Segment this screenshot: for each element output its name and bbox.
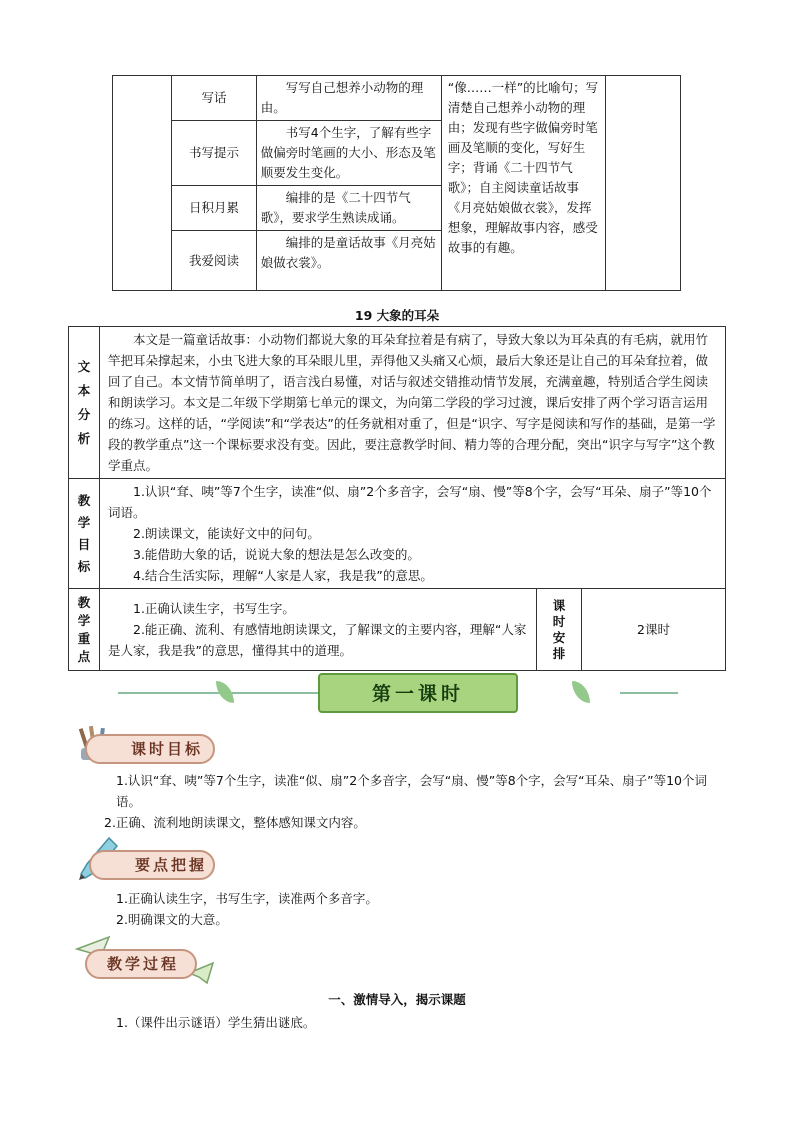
analysis-label: 文本分析 [69,327,100,479]
row-label: 书写提示 [172,121,256,186]
row-label: 日积月累 [172,186,256,231]
key-item: 2.明确课文的大意。 [116,912,228,927]
row-label: 写话 [172,76,256,121]
keypoint-item: 2.能正确、流利、有感情地朗读课文，了解课文的主要内容，理解“人家是人家，我是我”的意思，懂得其中的道理。 [108,622,527,658]
banner-title: 第一课时 [318,673,518,713]
blank-cell [605,76,680,291]
key-list [104,888,724,930]
goals-heading: 课时目标 [85,734,215,764]
goals-heading-badge [75,730,215,766]
process-heading-badge [75,935,215,985]
process-heading: 教学过程 [85,949,197,979]
goals-cell [100,479,726,589]
row-desc: 书写4个生字，了解有些字做偏旁时笔画的大小、形态及笔顺要发生变化。 [256,121,441,186]
goal-item: 1.认识“耷、咦”等7个生字，读准“似、扇”2个多音字，会写“扇、慢”等8个字，会写“耳朵、扇子”等10个词语。 [116,773,707,809]
blank-cell [113,76,172,291]
keypoint-item: 1.正确认读生字，书写生字。 [133,601,295,616]
goal-item: 2.正确、流利地朗读课文，整体感知课文内容。 [104,815,366,830]
goal-text: “像……一样”的比喻句；写清楚自己想养小动物的理由；发现有些字做偏旁时笔画及笔顺的变化，写好生字；背诵《二十四节气歌》；自主阅读童话故事《月亮姑娘做衣裳》，发挥想象，理解故事内容，感受故事的有趣。 [441,76,605,291]
goals-label: 教学目标 [69,479,100,589]
banner [118,673,678,713]
key-item: 1.正确认读生字，书写生字，读准两个多音字。 [116,891,378,906]
lesson-plan-table [68,326,726,671]
unit-overview-table [112,75,681,291]
process-item: 1.（课件出示谜语）学生猜出谜底。 [116,1015,316,1030]
goal-item: 1.认识“耷、咦”等7个生字，读准“似、扇”2个多音字，会写“扇、慢”等8个字，会写“耳朵、扇子”等10个词语。 [108,484,712,520]
leaf-icon [216,681,234,703]
keypoints-label: 教学重点 [69,589,100,671]
schedule-label: 课时安排 [537,589,582,671]
row-desc: 编排的是童话故事《月亮姑娘做衣裳》。 [256,231,441,291]
keypoints-cell [100,589,537,671]
analysis-text: 本文是一篇童话故事：小动物们都说大象的耳朵耷拉着是有病了，导致大象以为耳朵真的有毛病，就用竹竿把耳朵撑起来，小虫飞进大象的耳朵眼儿里，弄得他又头痛又心烦，最后大象还是让自己的耳朵耷拉着，做回了自己。本文情节简单明了，语言浅白易懂，对话与叙述交错推动情节发展，充满童趣，特别适合学生阅读和朗读学习。本文是二年级下学期第七单元的课文，为向第二学段的学习过渡，课后安排了两个学习语言运用的练习。这样的话，“学阅读”和“学表达”的任务就相对重了，但是“识字、写字是阅读和写作的基础，是第一学段的教学重点”这一个课标要求没有变。因此，要注意教学时间、精力等的合理分配，突出“识字与写字”这个教学重点。 [100,327,726,479]
key-heading-badge [75,840,215,886]
schedule-value: 2课时 [582,589,726,671]
leaf-icon [572,681,590,703]
process-subheading: 一、激情导入，揭示课题 [328,992,466,1007]
divider [620,692,678,694]
goal-item: 4.结合生活实际，理解“人家是人家，我是我”的意思。 [133,568,433,583]
row-desc: 写写自己想养小动物的理由。 [256,76,441,121]
lesson-title: 19 大象的耳朵 [354,308,440,323]
key-heading: 要点把握 [89,850,215,880]
row-desc: 编排的是《二十四节气歌》，要求学生熟读成诵。 [256,186,441,231]
goals-list [104,770,724,833]
row-label: 我爱阅读 [172,231,256,291]
goal-item: 2.朗读课文，能读好文中的问句。 [133,526,320,541]
goal-item: 3.能借助大象的话，说说大象的想法是怎么改变的。 [133,547,420,562]
